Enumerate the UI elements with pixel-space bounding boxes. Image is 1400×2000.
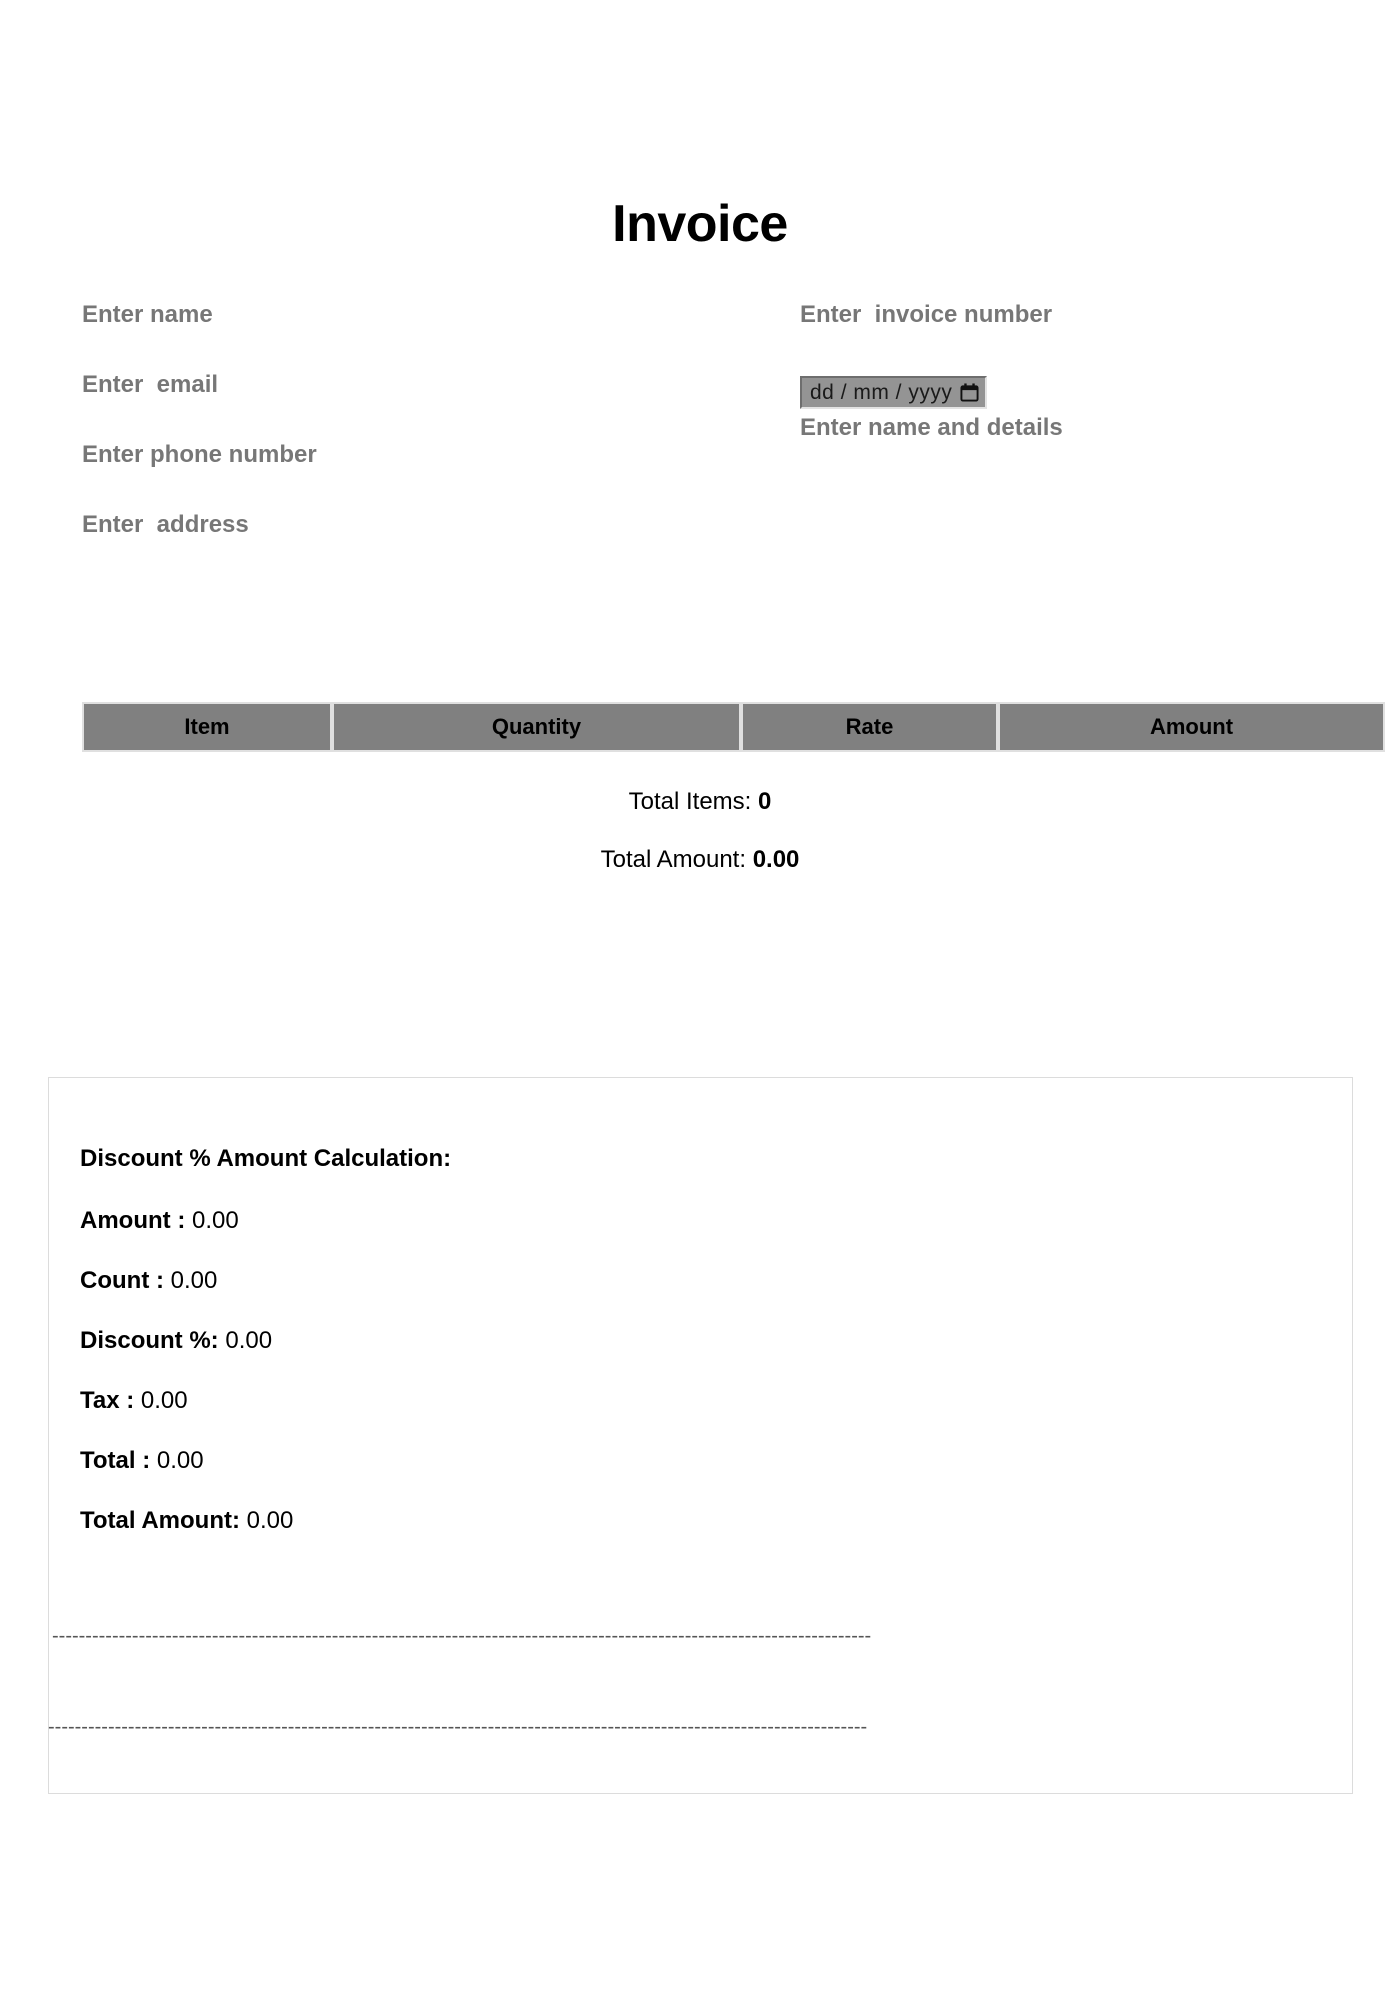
items-table-header-row [82, 702, 1385, 752]
email-input[interactable] [82, 370, 702, 400]
discount-row-tax-label: Tax : [80, 1387, 141, 1414]
address-field-row [82, 510, 702, 580]
signature-divider-line-2: --------------------------------------------------------------------------------------------------------------------------- [48, 1717, 868, 1737]
name-field-row [82, 300, 702, 370]
invoice-number-field-row [800, 300, 1385, 370]
discount-panel-title: Discount % Amount Calculation: [80, 1145, 452, 1172]
name-and-details-input[interactable] [800, 413, 1385, 443]
discount-row-percent-value: 0.00 [225, 1327, 273, 1354]
discount-row-count-value: 0.00 [170, 1267, 218, 1294]
phone-field-row [82, 440, 702, 510]
date-placeholder-text: dd / mm / yyyy [810, 381, 953, 404]
email-field-row [82, 370, 702, 440]
customer-details-column [82, 300, 702, 580]
column-header-item[interactable]: Item [82, 702, 332, 752]
discount-row-total-amount [80, 1509, 1332, 1533]
discount-row-tax [80, 1389, 1332, 1413]
items-table [82, 702, 1385, 752]
discount-row-total [80, 1449, 1332, 1473]
invoice-date-field-row [800, 376, 1385, 409]
total-amount-line [0, 848, 1400, 872]
discount-calculation-list [80, 1147, 1332, 1569]
discount-row-total-amount-value: 0.00 [246, 1507, 294, 1534]
discount-row-tax-value: 0.00 [140, 1387, 188, 1414]
total-items-label: Total Items: [628, 788, 758, 815]
invoice-meta-column [800, 300, 1385, 475]
total-items-line [0, 790, 1400, 814]
invoice-header-form [82, 300, 1385, 650]
name-input[interactable] [82, 300, 702, 330]
discount-row-percent [80, 1329, 1332, 1353]
total-amount-value: 0.00 [752, 846, 800, 873]
invoice-number-input[interactable] [800, 300, 1385, 330]
discount-row-percent-label: Discount %: [80, 1327, 226, 1354]
discount-row-count [80, 1269, 1332, 1293]
column-header-rate[interactable]: Rate [741, 702, 998, 752]
discount-row-amount-label: Amount : [80, 1207, 192, 1234]
discount-calculation-panel [48, 1077, 1353, 1794]
total-items-value: 0 [758, 788, 772, 815]
totals-summary [0, 790, 1400, 906]
name-and-details-field-row [800, 413, 1385, 475]
discount-row-amount-value: 0.00 [191, 1207, 239, 1234]
discount-row-total-amount-label: Total Amount: [80, 1507, 247, 1534]
address-input[interactable] [82, 510, 702, 540]
phone-number-input[interactable] [82, 440, 702, 470]
discount-row-total-value: 0.00 [156, 1447, 204, 1474]
page-title: Invoice [612, 195, 788, 253]
calendar-icon[interactable] [960, 383, 979, 402]
column-header-amount[interactable]: Amount [998, 702, 1385, 752]
discount-row-count-label: Count : [80, 1267, 171, 1294]
total-amount-label: Total Amount: [600, 846, 753, 873]
discount-row-total-label: Total : [80, 1447, 157, 1474]
discount-row-amount [80, 1209, 1332, 1233]
signature-divider-line-1: --------------------------------------------------------------------------------------------------------------------------- [52, 1626, 872, 1646]
column-header-quantity[interactable]: Quantity [332, 702, 741, 752]
invoice-date-input[interactable] [800, 376, 987, 409]
